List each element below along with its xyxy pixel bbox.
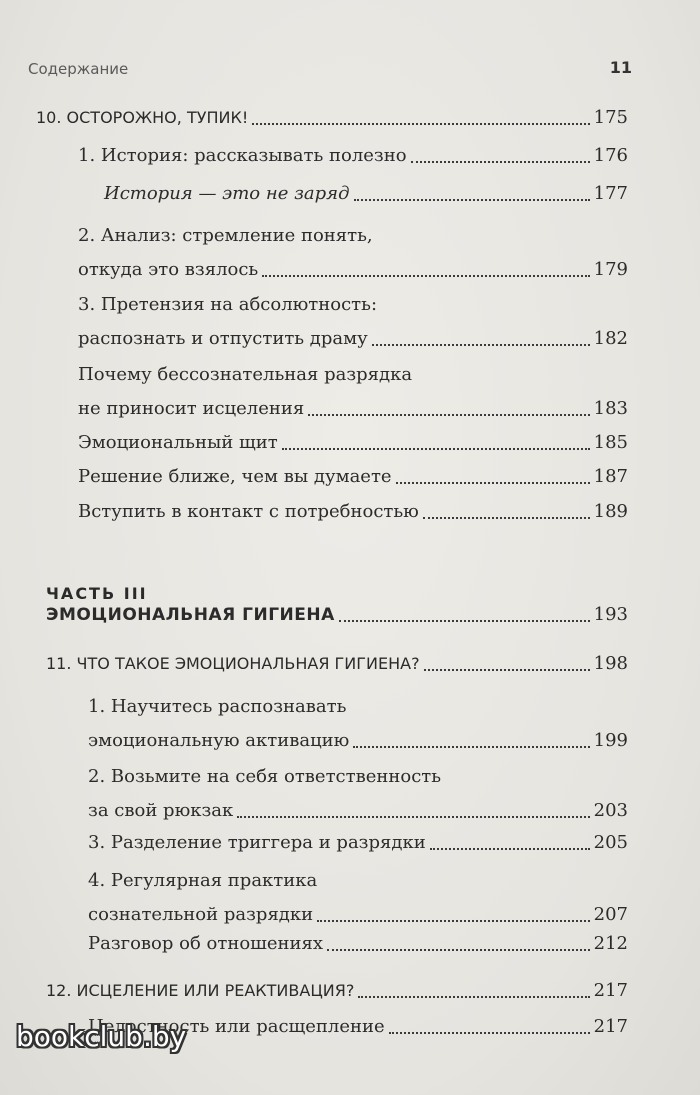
toc-entry[interactable]: Почему бессознательная разрядка не приносит исцеления 183	[78, 358, 628, 426]
page-ref: 203	[593, 800, 628, 821]
toc-entry[interactable]: Решение ближе, чем вы думаете 187	[78, 460, 628, 494]
toc-entry[interactable]: 3. Разделение триггера и разрядки 205	[88, 826, 628, 860]
watermark-logo: bookclub.by	[16, 1020, 187, 1053]
toc-part-3[interactable]: ЭМОЦИОНАЛЬНАЯ ГИГИЕНА 193	[46, 598, 628, 632]
page-ref: 183	[593, 398, 628, 419]
leader-dots	[308, 414, 589, 416]
page-ref: 185	[593, 432, 628, 453]
toc-entry[interactable]: 2. Возьмите на себя ответственность за свой рюкзак 203	[88, 760, 628, 828]
toc-entry[interactable]: 2. Анализ: стремление понять, откуда это взялось 179	[78, 219, 628, 287]
page-ref: 217	[593, 980, 628, 1001]
page-number: 11	[609, 58, 632, 77]
page-ref: 187	[593, 466, 628, 487]
leader-dots	[327, 949, 590, 951]
toc-chapter-12[interactable]: 12. ИСЦЕЛЕНИЕ ИЛИ РЕАКТИВАЦИЯ? 217	[46, 974, 628, 1008]
leader-dots	[252, 123, 589, 125]
toc-entry[interactable]: 3. Претензия на абсолютность: распознать и отпустить драму 182	[78, 288, 628, 356]
leader-dots	[353, 746, 589, 748]
page-ref: 217	[593, 1016, 628, 1037]
toc-entry[interactable]: 1. История: рассказывать полезно 176	[78, 139, 628, 173]
page-ref: 179	[593, 259, 628, 280]
running-title: Содержание	[28, 60, 129, 78]
toc-entry[interactable]: Разговор об отношениях 212	[88, 927, 628, 961]
page-ref: 193	[593, 604, 628, 625]
leader-dots	[372, 344, 590, 346]
toc-entry[interactable]: Целостность или расщепление 217	[88, 1010, 628, 1044]
page-ref: 189	[593, 501, 628, 522]
leader-dots	[282, 448, 590, 450]
page-ref: 177	[593, 183, 628, 204]
leader-dots	[339, 620, 590, 622]
leader-dots	[389, 1032, 590, 1034]
leader-dots	[262, 275, 589, 277]
leader-dots	[237, 816, 589, 818]
leader-dots	[317, 920, 590, 922]
leader-dots	[430, 848, 590, 850]
page-ref: 198	[593, 653, 628, 674]
toc-entry[interactable]: Эмоциональный щит 185	[78, 426, 628, 460]
leader-dots	[354, 199, 590, 201]
page-ref: 207	[593, 904, 628, 925]
page-ref: 212	[593, 933, 628, 954]
page-ref: 205	[593, 832, 628, 853]
page-ref: 176	[593, 145, 628, 166]
toc-entry[interactable]: 4. Регулярная практика сознательной разрядки 207	[88, 864, 628, 932]
leader-dots	[411, 161, 590, 163]
toc-entry[interactable]: 1. Научитесь распознавать эмоциональную активацию 199	[88, 690, 628, 758]
page-ref: 182	[593, 328, 628, 349]
toc-entry[interactable]: История — это не заряд 177	[104, 177, 628, 211]
page-ref: 199	[593, 730, 628, 751]
toc-chapter-10[interactable]: 10. ОСТОРОЖНО, ТУПИК! 175	[36, 101, 628, 135]
toc-chapter-11[interactable]: 11. ЧТО ТАКОЕ ЭМОЦИОНАЛЬНАЯ ГИГИЕНА? 198	[46, 647, 628, 681]
page-ref: 175	[593, 107, 628, 128]
part-label: ЧАСТЬ III	[46, 584, 148, 603]
leader-dots	[424, 669, 590, 671]
leader-dots	[358, 996, 589, 998]
toc-entry[interactable]: Вступить в контакт с потребностью 189	[78, 495, 628, 529]
leader-dots	[423, 517, 590, 519]
leader-dots	[396, 482, 590, 484]
